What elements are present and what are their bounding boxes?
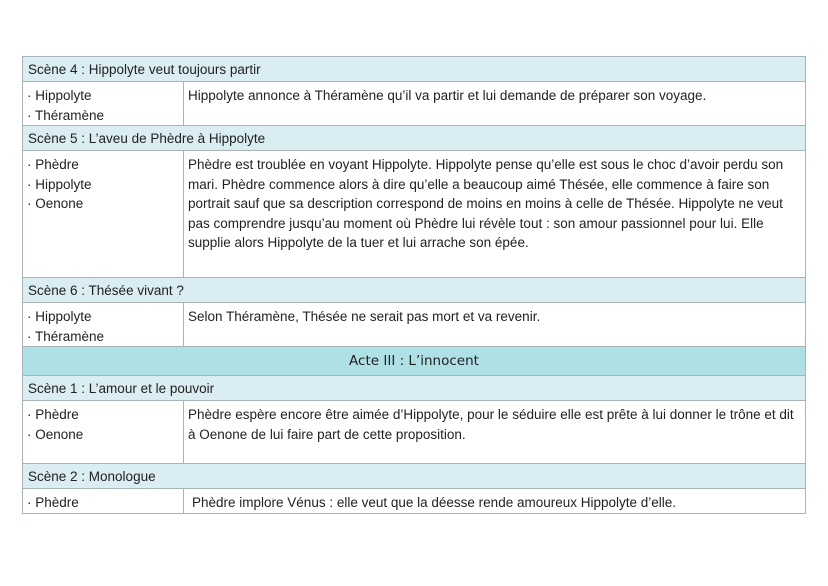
character-name: · Théramène (27, 328, 105, 344)
character-name: · Phèdre (27, 495, 79, 510)
characters-cell (23, 489, 184, 513)
characters-cell (23, 82, 184, 125)
character-name: · Théramène (27, 107, 105, 123)
table-row (23, 489, 805, 513)
character-name: · Phèdre (27, 157, 79, 172)
scene-header: Scène 5 : L’aveu de Phèdre à Hippolyte (23, 126, 805, 151)
character-name: · Hippolyte (27, 88, 92, 103)
summary-cell: Selon Théramène, Thésée ne serait pas mort et va revenir. (188, 309, 541, 324)
characters-cell (23, 151, 184, 277)
scene-header: Scène 4 : Hippolyte veut toujours partir (23, 57, 805, 82)
table-row (23, 151, 805, 278)
scene-header: Scène 6 : Thésée vivant ? (23, 278, 805, 303)
scene-header: Scène 1 : L’amour et le pouvoir (23, 376, 805, 401)
characters-cell (23, 303, 184, 346)
character-name: · Oenone (27, 196, 84, 211)
character-name: · Hippolyte (27, 176, 92, 192)
character-name: · Oenone (27, 426, 84, 442)
table-row (23, 82, 805, 126)
character-name: · Hippolyte (27, 309, 92, 324)
character-name: · Phèdre (27, 407, 79, 422)
scene-summary-table (22, 56, 806, 514)
summary-cell: Phèdre espère encore être aimée d’Hippolyte, pour le séduire elle est prête à lui donner le trône et dit à Oenone de lui faire part de cette proposition. (188, 407, 794, 442)
summary-cell: Hippolyte annonce à Théramène qu’il va partir et lui demande de préparer son voyage. (188, 88, 707, 103)
table-row (23, 303, 805, 347)
summary-cell: Phèdre est troublée en voyant Hippolyte. Hippolyte pense qu’elle est sous le choc d’avoir perdu son mari. Phèdre commence alors à dire qu’elle a beaucoup aimé Thésée, elle commence à faire son portrait sauf que sa description correspond de moins en moins à celle de Thésée. Hippolyte ne veut pas comprendre jusqu’au moment où Phèdre lui révèle tout : son amour passionnel pour lui. Elle supplie alors Hippolyte de la tuer et lui arrache son épée. (188, 157, 784, 250)
table-row (23, 401, 805, 464)
summary-cell: Phèdre implore Vénus : elle veut que la déesse rende amoureux Hippolyte d’elle. (192, 495, 677, 510)
scene-header: Scène 2 : Monologue (23, 464, 805, 489)
act-header: Acte III : L’innocent (23, 347, 805, 376)
characters-cell (23, 401, 184, 463)
